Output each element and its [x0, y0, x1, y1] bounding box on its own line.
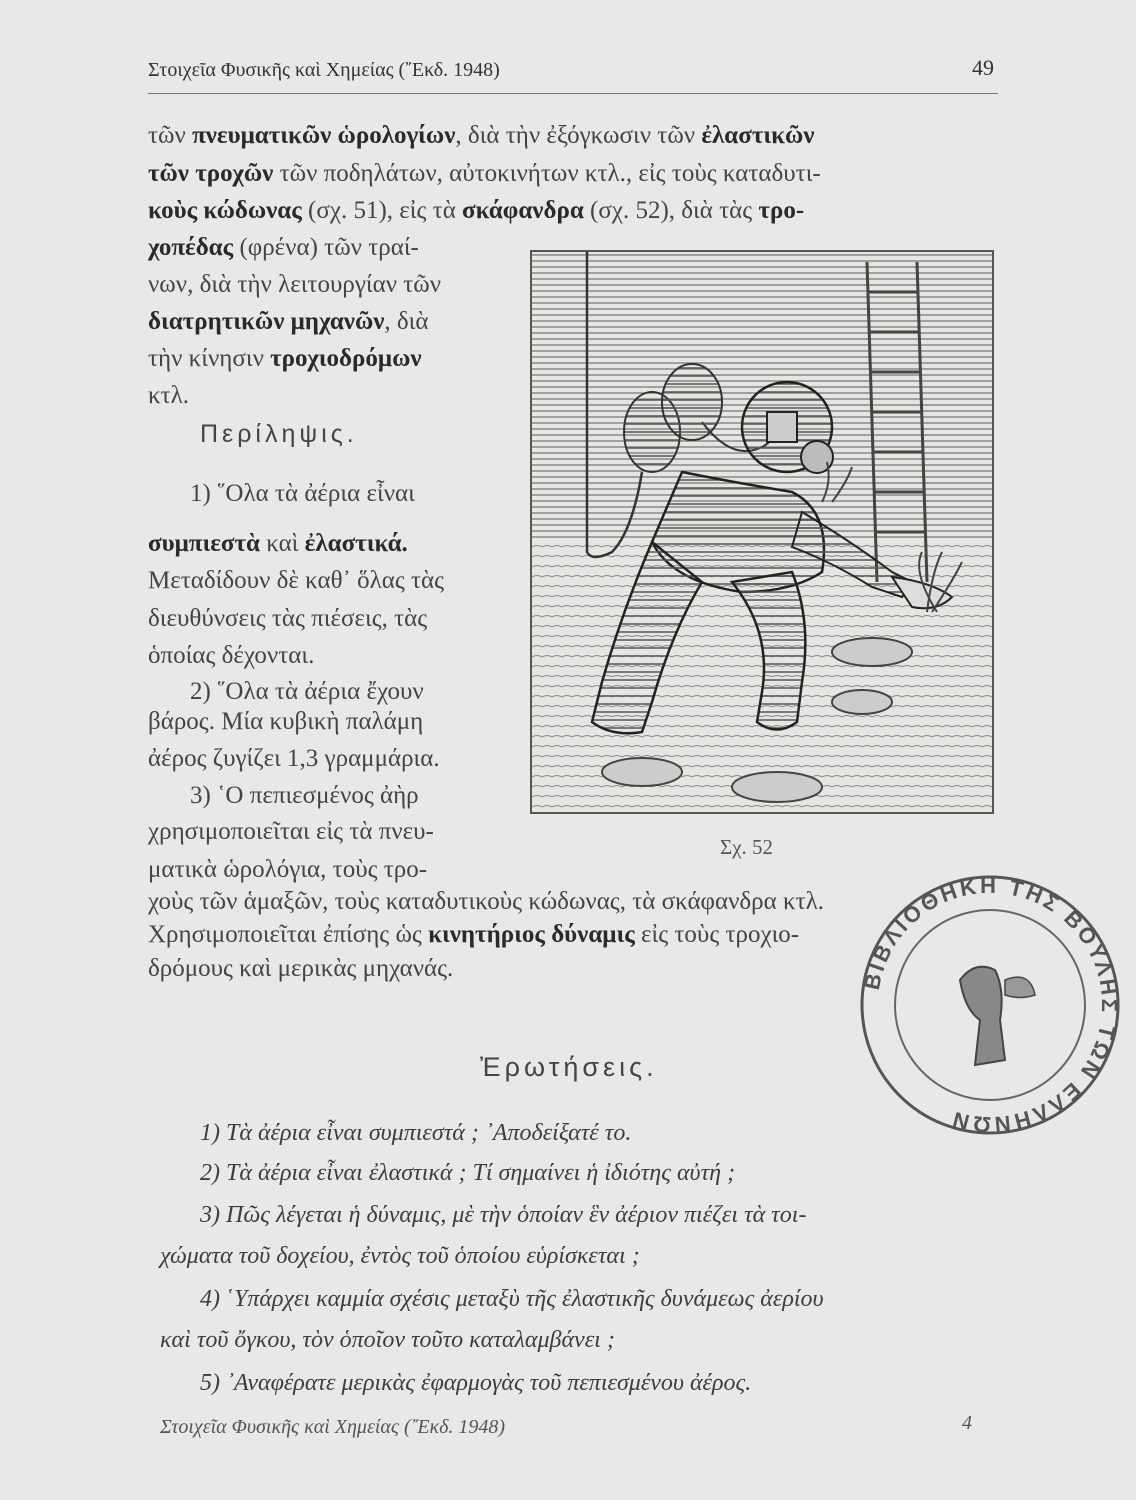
page-number: 49 [972, 55, 994, 80]
intro-text: σκάφανδρα [462, 197, 584, 224]
footer-title: Στοιχεῖα Φυσικῆς καὶ Χημείας (῎Εκδ. 1948) [160, 1416, 506, 1438]
summary-line [148, 818, 434, 846]
summary-text: Χρησιμοποιεῖται ἐπίσης ὡς [148, 921, 429, 948]
intro-line [148, 271, 441, 299]
question-line: 3) Πῶς λέγεται ἡ δύναμις, μὲ τὴν ὁποίαν ἓν ἀέριον πιέζει τὰ τοι- [200, 1202, 807, 1228]
intro-text: τῶν τροχῶν [148, 160, 274, 187]
summary-text: χοὺς τῶν ἁμαξῶν, τοὺς καταδυτικοὺς κώδωνας, τὰ σκάφανδρα κτλ. [148, 888, 825, 915]
intro-text: (σχ. 52), διὰ τὰς [583, 197, 759, 224]
intro-text: πνευματικῶν ὡρολογίων [192, 122, 456, 149]
intro-text: (σχ. 51), εἰς τὰ [301, 197, 463, 224]
stamp-text: ΒΙΒΛΙΟΘΗΚΗ ΤΗΣ ΒΟΥΛΗΣ ΤΩΝ ΕΛΛΗΝΩΝ [858, 872, 1123, 1138]
summary-text: καὶ [259, 530, 305, 557]
summary-line [190, 480, 415, 508]
summary-text: ὁποίας δέχονται. [148, 642, 315, 669]
question-line: χώματα τοῦ δοχείου, ἐντὸς τοῦ ὁποίου εὑρίσκεται ; [160, 1243, 640, 1269]
summary-text: 1) ῞Ολα τὰ ἀέρια εἶναι [190, 480, 415, 507]
intro-line [148, 382, 189, 410]
summary-line [148, 708, 423, 736]
running-head [148, 55, 998, 94]
intro-text: τρο- [758, 197, 805, 224]
summary-text: δρόμους καὶ μερικὰς μηχανάς. [148, 955, 454, 982]
library-stamp [855, 870, 1125, 1140]
intro-text: τῶν ποδηλάτων, αὐτοκινήτων κτλ., εἰς τοὺς [273, 160, 723, 187]
questions-heading: Ἐρωτήσεις. [480, 1052, 658, 1082]
intro-text: καταδυτι- [722, 160, 821, 187]
summary-line [148, 955, 453, 983]
intro-text: τὴν κίνησιν [148, 345, 271, 372]
summary-text: Μεταδίδουν δὲ καθ᾽ ὅλας τὰς [148, 567, 445, 594]
diver-illustration [530, 250, 994, 814]
summary-text: 3) ῾Ο πεπιεσμένος ἀὴρ [190, 782, 419, 809]
intro-text: , διὰ [384, 308, 429, 335]
question-line: 4) ῾Υπάρχει καμμία σχέσις μεταξὺ τῆς ἐλαστικῆς δυνάμεως ἀερίου [200, 1286, 824, 1312]
intro-text: κτλ. [148, 382, 190, 409]
question-line: 1) Τὰ ἀέρια εἶναι συμπιεστά ; ᾽Αποδείξατέ το. [200, 1120, 632, 1146]
summary-text: κινητήριος δύναμις [428, 921, 635, 948]
intro-line [148, 345, 422, 373]
intro-line [148, 197, 804, 225]
intro-text: τῶν [148, 122, 193, 149]
summary-line [148, 921, 799, 949]
intro-line [148, 234, 419, 262]
intro-line [148, 160, 821, 188]
intro-text: (φρένα) τῶν τραί- [233, 234, 419, 261]
figure-caption: Σχ. 52 [720, 835, 774, 859]
summary-text: βάρος. Μία κυβικὴ παλάμη [148, 708, 424, 735]
diver-drawing [532, 252, 992, 812]
summary-line [190, 678, 424, 706]
intro-text: τροχιοδρόμων [270, 345, 422, 372]
summary-line [148, 567, 444, 595]
summary-line [148, 642, 314, 670]
summary-text: εἰς τοὺς τροχιο- [634, 921, 800, 948]
question-line: 5) ᾽Αναφέρατε μερικὰς ἐφαρμογὰς τοῦ πεπιεσμένου ἀέρος. [200, 1370, 752, 1396]
summary-text: χρησιμοποιεῖται εἰς τὰ πνευ- [148, 818, 434, 845]
intro-text: , διὰ τὴν ἐξόγκωσιν τῶν [455, 122, 702, 149]
summary-line [148, 745, 440, 773]
summary-line [148, 605, 427, 633]
summary-text: ἀέρος ζυγίζει 1,3 γραμμάρια. [148, 745, 440, 772]
summary-text: ματικὰ ὡρολόγια, τοὺς τρο- [148, 856, 428, 883]
intro-line [148, 122, 814, 150]
question-line: καὶ τοῦ ὄγκου, τὸν ὁποῖον τοῦτο καταλαμβάνει ; [160, 1327, 615, 1353]
summary-text: διευθύνσεις τὰς πιέσεις, τὰς [148, 605, 428, 632]
intro-line [148, 308, 429, 336]
summary-text: συμπιεστὰ [148, 530, 260, 557]
summary-text: 2) ῞Ολα τὰ ἀέρια ἔχουν [190, 678, 424, 705]
footer-signature: 4 [962, 1412, 972, 1434]
intro-text: κοὺς κώδωνας [148, 197, 302, 224]
intro-text: ἐλαστικῶν [701, 122, 815, 149]
running-head-title: Στοιχεῖα Φυσικῆς καὶ Χημείας (῎Εκδ. 1948) [148, 59, 500, 81]
summary-line [190, 782, 419, 810]
intro-text: χοπέδας [148, 234, 234, 261]
summary-line [148, 530, 408, 558]
intro-text: διατρητικῶν μηχανῶν [148, 308, 385, 335]
intro-text: νων, διὰ τὴν λειτουργίαν τῶν [148, 271, 442, 298]
summary-line [148, 888, 824, 916]
question-line: 2) Τὰ ἀέρια εἶναι ἐλαστικά ; Τί σημαίνει ἡ ἰδιότης αὐτή ; [200, 1160, 736, 1186]
summary-heading: Περίληψις. [200, 420, 358, 448]
summary-line [148, 856, 427, 884]
summary-text: ἐλαστικά. [304, 530, 408, 557]
